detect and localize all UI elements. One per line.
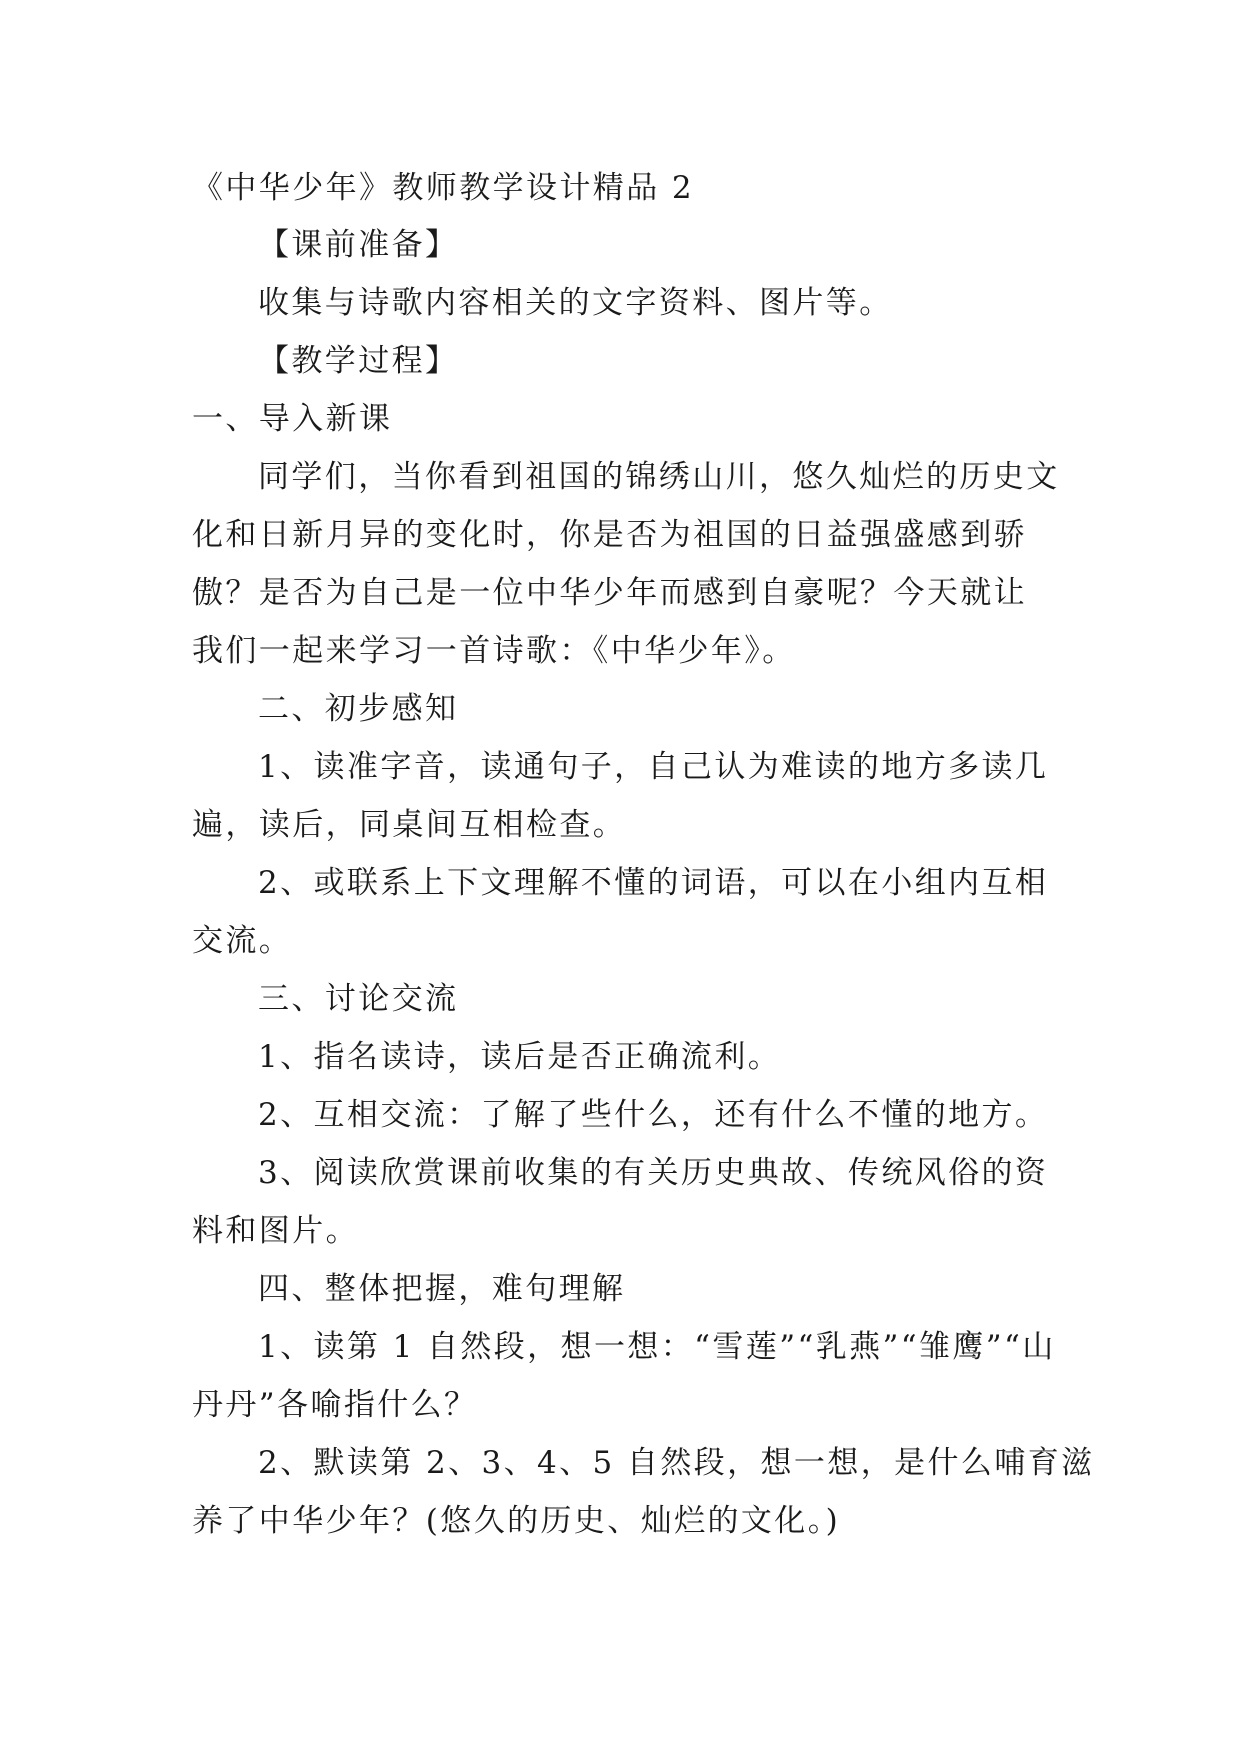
text-line: 1、读第 1 自然段，想一想：“雪莲”“乳燕”“雏鹰”“山 <box>258 1329 1056 1365</box>
text-line: 3、阅读欣赏课前收集的有关历史典故、传统风俗的资 <box>258 1155 1049 1191</box>
text-line: 2、互相交流：了解了些什么，还有什么不懂的地方。 <box>258 1097 1049 1133</box>
text-line: 化和日新月异的变化时，你是否为祖国的日益强盛感到骄 <box>192 517 1027 553</box>
text-line: 料和图片。 <box>192 1213 359 1249</box>
text-line: 丹丹”各喻指什么？ <box>192 1387 478 1423</box>
text-line: 二、初步感知 <box>258 691 459 727</box>
text-line: 【教学过程】 <box>258 343 459 379</box>
text-line: 同学们，当你看到祖国的锦绣山川，悠久灿烂的历史文 <box>258 459 1060 495</box>
text-line: 收集与诗歌内容相关的文字资料、图片等。 <box>258 285 893 321</box>
text-line: 【课前准备】 <box>258 227 459 263</box>
text-line: 交流。 <box>192 923 293 959</box>
text-line: 三、讨论交流 <box>258 981 459 1017</box>
document-title: 《中华少年》教师教学设计精品 2 <box>192 170 694 206</box>
text-line: 遍，读后，同桌间互相检查。 <box>192 807 627 843</box>
text-line: 四、整体把握，难句理解 <box>258 1271 626 1307</box>
text-line: 1、读准字音，读通句子，自己认为难读的地方多读几 <box>258 749 1049 785</box>
paragraph-list <box>192 216 1095 1550</box>
text-line: 傲？是否为自己是一位中华少年而感到自豪呢？今天就让 <box>192 575 1027 611</box>
text-line: 2、或联系上下文理解不懂的词语，可以在小组内互相 <box>258 865 1049 901</box>
text-line: 2、默读第 2、3、4、5 自然段，想一想，是什么哺育滋 <box>258 1445 1095 1481</box>
text-line: 我们一起来学习一首诗歌：《中华少年》。 <box>192 633 796 669</box>
text-line: 一、导入新课 <box>192 401 393 437</box>
text-line: 养了中华少年？(悠久的历史、灿烂的文化。) <box>192 1503 841 1539</box>
document-body <box>192 160 1095 1550</box>
text-line: 1、指名读诗，读后是否正确流利。 <box>258 1039 782 1075</box>
